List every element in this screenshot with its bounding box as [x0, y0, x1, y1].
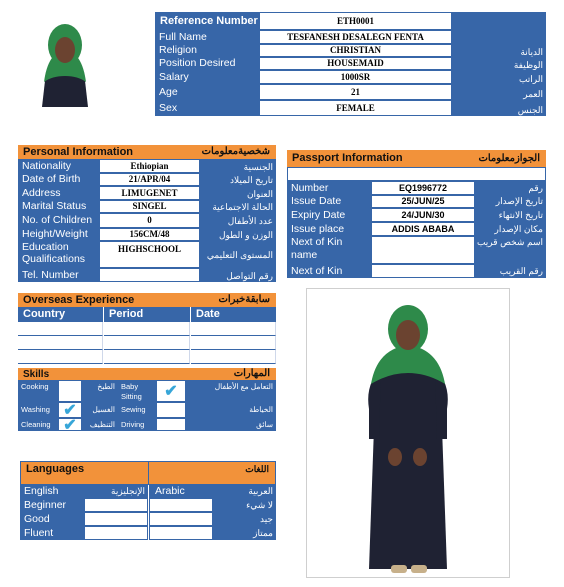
passport-label: Number	[287, 181, 371, 195]
overseas-title: Overseas Experience	[23, 294, 135, 306]
passport-label: Next of Kin	[287, 264, 371, 278]
language-level-arabic[interactable]	[149, 526, 213, 540]
passport-spacer	[287, 167, 546, 181]
overseas-cell	[104, 322, 190, 336]
overseas-header	[18, 293, 276, 307]
header-value: 1000SR	[259, 70, 452, 84]
header-label: Religion	[155, 44, 259, 57]
language-level-ar: جيد	[213, 512, 276, 526]
header-label: Full Name	[155, 30, 259, 44]
personal-label-ar: الحالة الاجتماعية	[200, 200, 276, 213]
language-level-ar: ممتاز	[213, 526, 276, 540]
skill-checkbox[interactable]: ✔	[58, 402, 82, 418]
reference-number-value: ETH0001	[259, 12, 452, 30]
overseas-cell	[191, 322, 276, 336]
skills-title-ar: المهارات	[233, 368, 270, 379]
reference-number-ar	[452, 12, 546, 30]
header-value: 21	[259, 84, 452, 100]
language-name-ar: العربية	[213, 485, 276, 498]
passport-label-ar: رقم القريب	[475, 264, 546, 278]
header-label-ar: الجنس	[452, 100, 546, 116]
header-value: FEMALE	[259, 100, 452, 116]
languages-title: Languages	[26, 463, 85, 475]
passport-info-header	[287, 150, 546, 167]
passport-info-title-ar: الجوازمعلومات	[478, 153, 540, 164]
overseas-col-date: Date	[191, 307, 276, 322]
skill-label: Cooking	[18, 380, 58, 402]
language-level-english[interactable]	[84, 512, 148, 526]
skill-checkbox[interactable]	[156, 402, 186, 418]
personal-value: SINGEL	[99, 200, 200, 213]
passport-value	[371, 264, 475, 278]
header-value: TESFANESH DESALEGN FENTA	[259, 30, 452, 44]
personal-label: Height/Weight	[18, 228, 99, 241]
personal-info-title: Personal Information	[23, 146, 134, 158]
personal-info-title-ar: شخصيةمعلومات	[201, 146, 270, 157]
skill-checkbox[interactable]: ✔	[156, 380, 186, 402]
header-label-ar	[452, 30, 546, 44]
skill-checkbox[interactable]: ✔	[58, 418, 82, 431]
skill-label-ar: سائق	[186, 418, 276, 431]
personal-value: 156CM/48	[99, 228, 200, 241]
passport-label-ar: تاريخ الإصدار	[475, 195, 546, 208]
passport-label: Expiry Date	[287, 208, 371, 222]
language-level-english[interactable]	[84, 498, 148, 512]
passport-label-ar: مكان الإصدار	[475, 222, 546, 236]
language-level-english[interactable]	[84, 526, 148, 540]
reference-number-label: Reference Number	[155, 12, 259, 30]
personal-label-ar: الجنسية	[200, 159, 276, 173]
passport-label-ar: رقم	[475, 181, 546, 195]
personal-label-ar: المستوى التعليمي	[200, 241, 276, 268]
skill-label: Cleaning	[18, 418, 58, 431]
passport-label-ar: اسم شخص قريب	[475, 236, 546, 264]
personal-label: Address	[18, 186, 99, 200]
applicant-portrait	[18, 12, 113, 107]
header-label-ar: العمر	[452, 84, 546, 100]
header-label-ar: الديانة	[452, 44, 546, 57]
header-label: Position Desired	[155, 57, 259, 70]
language-name-ar: الإنجليزية	[84, 485, 148, 498]
overseas-cell	[104, 336, 190, 350]
passport-label: Next of Kin name	[287, 236, 371, 264]
applicant-photo-full	[306, 288, 510, 578]
skill-checkbox[interactable]	[156, 418, 186, 431]
overseas-cell	[104, 350, 190, 364]
overseas-cell	[18, 322, 103, 336]
personal-label: Education Qualifications	[18, 241, 99, 268]
skills-title: Skills	[23, 369, 50, 380]
skill-checkbox[interactable]	[58, 380, 82, 402]
header-value: CHRISTIAN	[259, 44, 452, 57]
passport-label: Issue Date	[287, 195, 371, 208]
language-level-arabic[interactable]	[149, 512, 213, 526]
language-level: Good	[20, 512, 84, 526]
language-level-ar: لا شيء	[213, 498, 276, 512]
passport-info-title: Passport Information	[292, 152, 403, 164]
overseas-title-ar: سابقةخبرات	[218, 294, 270, 305]
languages-header-divider	[148, 461, 149, 485]
language-name: English	[20, 485, 84, 498]
passport-value: EQ1996772	[371, 181, 475, 195]
passport-value: 25/JUN/25	[371, 195, 475, 208]
header-label-ar: الراتب	[452, 70, 546, 84]
languages-title-ar: اللغات	[245, 464, 269, 474]
header-value: HOUSEMAID	[259, 57, 452, 70]
personal-value: Ethiopian	[99, 159, 200, 173]
language-level: Beginner	[20, 498, 84, 512]
personal-info-header	[18, 145, 276, 159]
personal-value: HIGHSCHOOL	[99, 241, 200, 268]
applicant-photo-small	[18, 12, 113, 107]
skill-label-ar: التعامل مع الأطفال	[186, 380, 276, 402]
passport-value: 24/JUN/30	[371, 208, 475, 222]
passport-label: Issue place	[287, 222, 371, 236]
applicant-full-body	[307, 289, 509, 577]
personal-value: 21/APR/04	[99, 173, 200, 186]
personal-label: No. of Children	[18, 213, 99, 228]
language-name: Arabic	[149, 485, 213, 498]
skill-label: Driving	[118, 418, 156, 431]
personal-label-ar: عدد الأطفال	[200, 213, 276, 228]
skill-label: Washing	[18, 402, 58, 418]
skill-label-ar: الطبخ	[82, 380, 118, 402]
personal-label-ar: العنوان	[200, 186, 276, 200]
skills-header	[18, 368, 276, 380]
overseas-cell	[191, 336, 276, 350]
personal-label: Tel. Number	[18, 268, 99, 282]
overseas-cell	[18, 350, 103, 364]
personal-label: Marital Status	[18, 200, 99, 213]
overseas-cell	[18, 336, 103, 350]
skill-label-ar: الخياطة	[186, 402, 276, 418]
passport-label-ar: تاريخ الانتهاء	[475, 208, 546, 222]
personal-value: LIMUGENET	[99, 186, 200, 200]
skill-label: Baby Sitting	[118, 380, 156, 402]
skill-label-ar: الغسيل	[82, 402, 118, 418]
passport-value	[371, 236, 475, 264]
personal-label-ar: الوزن و الطول	[200, 228, 276, 241]
overseas-col-country: Country	[18, 307, 103, 322]
personal-label: Nationality	[18, 159, 99, 173]
header-label-ar: الوظيفة	[452, 57, 546, 70]
header-label: Salary	[155, 70, 259, 84]
header-label: Sex	[155, 100, 259, 116]
personal-label-ar: تاريخ الميلاد	[200, 173, 276, 186]
personal-value: 0	[99, 213, 200, 228]
language-level: Fluent	[20, 526, 84, 540]
personal-label-ar: رقم التواصل	[200, 268, 276, 282]
skill-label: Sewing	[118, 402, 156, 418]
skill-label-ar: التنظيف	[82, 418, 118, 431]
header-label: Age	[155, 84, 259, 100]
passport-value: ADDIS ABABA	[371, 222, 475, 236]
personal-value	[99, 268, 200, 282]
overseas-cell	[191, 350, 276, 364]
personal-label: Date of Birth	[18, 173, 99, 186]
language-level-arabic[interactable]	[149, 498, 213, 512]
overseas-col-period: Period	[104, 307, 190, 322]
